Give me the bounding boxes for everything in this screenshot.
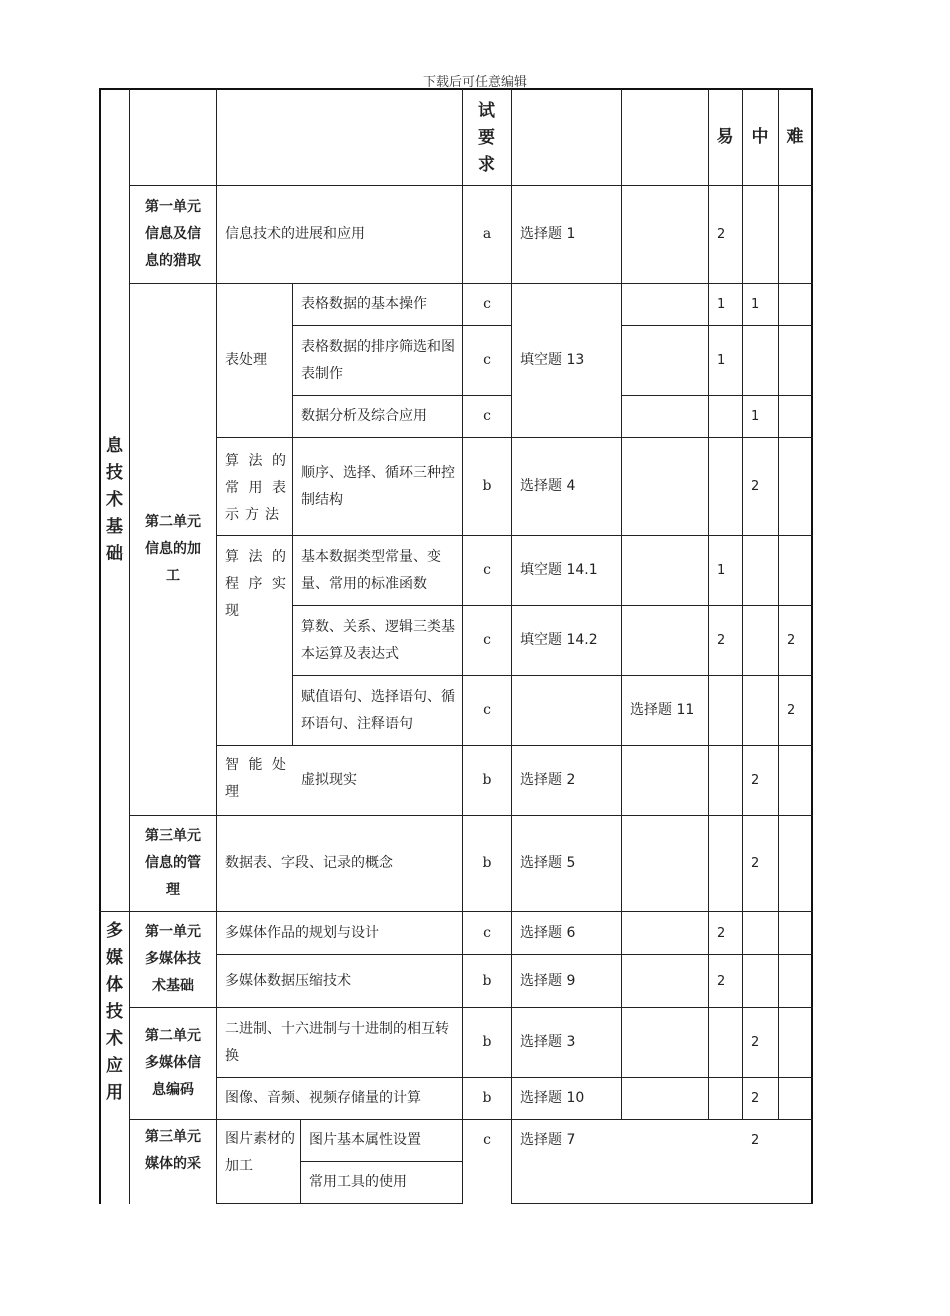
header-exam-req-char: 试 [478,101,495,121]
module-title-char: 多 [106,921,123,941]
row-easy: 1 [717,297,726,312]
row-requirement: b [482,855,492,871]
m-unit-1-title: 第一单元 多媒体技 术基础 [145,924,201,994]
header-exam-req-char: 要 [478,128,495,148]
unit-3-title: 第三单元 信息的管 理 [145,828,201,898]
row-content: 数据表、字段、记录的概念 [225,855,393,871]
row-requirement: c [483,632,491,648]
row-requirement: c [483,1132,491,1148]
module-title-char: 应 [106,1056,123,1076]
row-hard: 2 [787,703,796,718]
row-content: 表格数据的基本操作 [301,296,427,312]
row-content: 顺序、选择、循环三种控制结构 [301,464,455,508]
row-content: 信息技术的进展和应用 [225,226,365,242]
module-title-char: 媒 [106,948,123,968]
row-content: 虚拟现实 [301,772,357,788]
row-question-1: 填空题 13 [520,352,585,368]
topic-intelligent-processing: 智能处理 [225,757,292,800]
row-question-1: 选择题 9 [520,972,576,989]
module-title-char: 技 [106,1002,123,1022]
row-easy: 2 [717,227,726,242]
row-medium: 2 [751,1091,760,1106]
header-exam-requirement [462,92,511,185]
module-title-char: 用 [106,1083,123,1103]
row-content: 算数、关系、逻辑三类基本运算及表达式 [301,618,455,662]
module-title-char: 体 [106,975,123,995]
row-medium: 2 [751,1035,760,1050]
row-content: 图像、音频、视频存储量的计算 [225,1090,421,1106]
row-content: 赋值语句、选择语句、循环语句、注释语句 [301,688,455,732]
row-hard: 2 [787,633,796,648]
topic-algorithm-representation: 算法的常用表示方法 [225,453,292,523]
row-requirement: c [483,562,491,578]
row-question-2: 选择题 11 [630,702,695,718]
topic-algorithm-implementation: 算法的程序实现 [225,549,292,619]
row-requirement: c [483,296,491,312]
header-medium: 中 [751,126,769,147]
module-title-info-tech [100,89,129,911]
row-question-1: 选择题 7 [520,1132,576,1148]
row-requirement: b [482,1034,492,1050]
row-content: 多媒体作品的规划与设计 [225,924,379,941]
row-question-1: 选择题 1 [520,226,576,242]
row-content: 二进制、十六进制与十进制的相互转换 [225,1020,449,1064]
row-medium: 1 [751,409,760,424]
row-requirement: a [482,226,492,242]
module-title-char: 础 [106,543,123,564]
row-content: 图片基本属性设置 [309,1132,421,1148]
module-title-char: 术 [106,489,123,510]
unit-2-title: 第二单元 信息的加 工 [145,514,201,584]
module-title-multimedia [100,918,129,1108]
row-requirement: b [482,1090,492,1106]
row-content: 多媒体数据压缩技术 [225,972,351,989]
row-question-1: 选择题 6 [520,924,576,941]
row-question-1: 选择题 10 [520,1090,585,1106]
row-requirement: c [483,924,491,941]
row-question-1: 选择题 3 [520,1034,576,1050]
row-requirement: c [483,702,491,718]
row-medium: 2 [751,773,760,788]
topic-table-processing: 表处理 [225,352,267,368]
row-medium: 2 [751,479,760,494]
module-title-char: 技 [106,462,123,483]
row-easy: 1 [717,353,726,368]
row-requirement: c [483,408,491,424]
page-header: 下载后可任意编辑 [422,75,527,90]
row-medium: 2 [751,856,760,871]
row-question-1: 选择题 5 [520,855,576,871]
module-title-char: 术 [106,1029,123,1049]
row-medium: 2 [751,1133,760,1148]
row-requirement: c [483,352,491,368]
row-question-1: 选择题 2 [520,772,576,788]
header-easy: 易 [716,126,734,147]
row-easy: 2 [717,633,726,648]
table-border-top [99,88,813,90]
row-content: 数据分析及综合应用 [301,408,427,424]
row-question-1: 选择题 4 [520,478,576,494]
module-title-char: 息 [106,435,123,456]
header-hard: 难 [786,126,804,147]
header-exam-req-char: 求 [478,155,495,175]
topic-image-processing: 图片素材的加工 [225,1131,295,1174]
row-medium: 1 [751,297,760,312]
m-unit-2-title: 第二单元 多媒体信 息编码 [145,1028,201,1098]
row-requirement: b [482,772,492,788]
row-easy: 2 [717,973,726,989]
unit-1-title: 第一单元 信息及信 息的猎取 [145,199,201,269]
row-question-1: 填空题 14.1 [520,562,598,578]
row-requirement: b [482,478,492,494]
row-requirement: b [482,972,492,989]
row-question-1: 填空题 14.2 [520,632,598,648]
row-easy: 1 [717,563,726,578]
m-unit-3-title: 第三单元 媒体的采 [145,1129,201,1172]
row-easy: 2 [717,925,726,941]
row-content: 常用工具的使用 [309,1174,407,1190]
module-title-char: 基 [106,516,123,537]
row-content: 基本数据类型常量、变量、常用的标准函数 [301,548,441,592]
row-content: 表格数据的排序筛选和图表制作 [301,338,455,382]
